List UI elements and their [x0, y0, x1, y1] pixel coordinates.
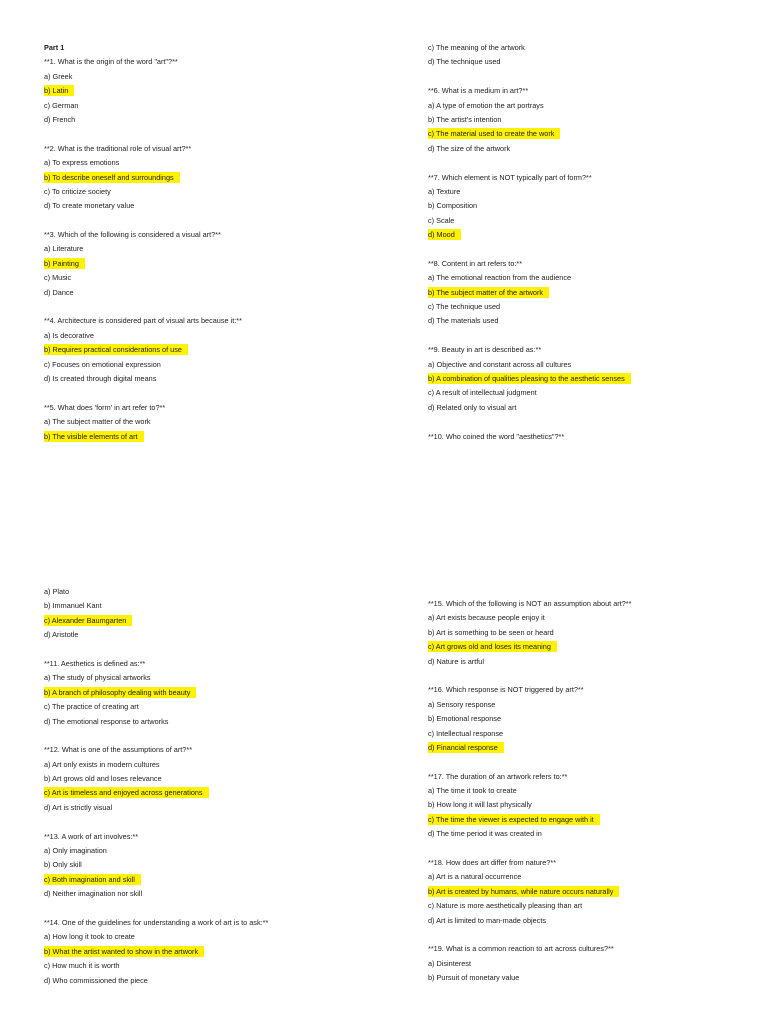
line-text: d) Dance	[44, 287, 74, 297]
answer-option	[44, 372, 374, 386]
spacer	[428, 755, 758, 769]
spacer	[44, 643, 374, 657]
line-text: a) Art is a natural occurrence	[428, 872, 522, 882]
line-text: d) Nature is artful	[428, 656, 484, 666]
question-line	[428, 770, 758, 784]
answer-option	[428, 870, 758, 884]
line-text: d) The size of the artwork	[428, 143, 511, 153]
line-text: a) The study of physical artworks	[44, 673, 151, 683]
answer-option	[44, 358, 374, 372]
line-text: c) The practice of creating art	[44, 702, 139, 712]
answer-option	[44, 786, 374, 800]
line-text: b) Composition	[428, 201, 478, 211]
question-line	[428, 942, 758, 956]
line-text: **10. Who coined the word "aesthetics"?**	[428, 431, 565, 441]
question-line	[428, 597, 758, 611]
line-text: a) Objective and constant across all cultures	[428, 359, 572, 369]
answer-option	[44, 715, 374, 729]
answer-option	[44, 686, 374, 700]
line-text: **7. Which element is NOT typically part of form?**	[428, 172, 592, 182]
spacer	[428, 242, 758, 256]
question-line	[44, 916, 374, 930]
line-text: d) Who commissioned the piece	[44, 975, 148, 985]
answer-option	[428, 798, 758, 812]
line-text: c) Intellectual response	[428, 728, 504, 738]
answer-option	[44, 772, 374, 786]
answer-option	[428, 401, 758, 415]
line-text: d) Is created through digital means	[44, 373, 157, 383]
highlighted-answer: c) Both imagination and skill	[44, 874, 141, 885]
answer-option	[428, 358, 758, 372]
answer-option	[44, 887, 374, 901]
answer-option	[428, 914, 758, 928]
answer-option	[44, 99, 374, 113]
spacer	[44, 815, 374, 829]
answer-option	[428, 185, 758, 199]
line-text: a) The emotional reaction from the audience	[428, 273, 572, 283]
line-text: **18. How does art differ from nature?**	[428, 858, 557, 868]
line-text: a) Art only exists in modern cultures	[44, 759, 160, 769]
line-text: a) Art exists because people enjoy it	[428, 613, 545, 623]
line-text: b) Immanuel Kant	[44, 601, 102, 611]
line-text: d) The materials used	[428, 316, 499, 326]
question-line	[44, 142, 374, 156]
answer-option	[44, 171, 374, 185]
line-text: b) Pursuit of monetary value	[428, 973, 520, 983]
question-line	[44, 228, 374, 242]
line-text: a) Sensory response	[428, 699, 496, 709]
highlighted-answer: b) The subject matter of the artwork	[428, 287, 549, 298]
spacer	[428, 329, 758, 343]
answer-option	[428, 127, 758, 141]
answer-option	[428, 784, 758, 798]
question-line	[428, 171, 758, 185]
highlighted-answer: c) Art is timeless and enjoyed across generations	[44, 787, 209, 798]
answer-option	[428, 41, 758, 55]
answer-option	[428, 698, 758, 712]
spacer	[44, 300, 374, 314]
column-right	[428, 597, 758, 986]
line-text: **11. Aesthetics is defined as:**	[44, 658, 146, 668]
spacer	[44, 902, 374, 916]
question-line	[428, 856, 758, 870]
spacer	[428, 156, 758, 170]
answer-option	[44, 70, 374, 84]
answer-option	[44, 343, 374, 357]
answer-option	[44, 599, 374, 613]
answer-option	[44, 844, 374, 858]
line-text: c) A result of intellectual judgment	[428, 388, 537, 398]
spacer	[44, 386, 374, 400]
question-line	[428, 683, 758, 697]
answer-option	[428, 655, 758, 669]
question-line	[44, 55, 374, 69]
line-text: d) Art is limited to man-made objects	[428, 915, 547, 925]
answer-option	[428, 228, 758, 242]
answer-option	[44, 257, 374, 271]
answer-option	[44, 199, 374, 213]
answer-option	[44, 286, 374, 300]
answer-option	[44, 156, 374, 170]
line-text: **9. Beauty in art is described as:**	[428, 345, 542, 355]
line-text: a) Plato	[44, 587, 70, 596]
answer-option	[428, 214, 758, 228]
line-text: c) Focuses on emotional expression	[44, 359, 161, 369]
answer-option	[428, 372, 758, 386]
answer-option	[44, 974, 374, 988]
highlighted-answer: c) Alexander Baumgarten	[44, 615, 132, 626]
line-text: d) Related only to visual art	[428, 402, 517, 412]
line-text: Part 1	[44, 43, 65, 52]
question-line	[44, 657, 374, 671]
column-left	[44, 585, 374, 988]
answer-option	[428, 741, 758, 755]
answer-option	[44, 858, 374, 872]
line-text: c) German	[44, 100, 79, 110]
line-text: c) Music	[44, 273, 72, 283]
line-text: d) To create monetary value	[44, 201, 135, 211]
highlighted-answer: b) A combination of qualities pleasing to the aesthetic senses	[428, 373, 631, 384]
line-text: **5. What does 'form' in art refer to?**	[44, 402, 166, 412]
line-text: b) Only skill	[44, 860, 82, 870]
spacer	[44, 127, 374, 141]
line-text: **19. What is a common reaction to art across cultures?**	[428, 944, 614, 954]
line-text: **4. Architecture is considered part of visual arts because it:**	[44, 316, 242, 326]
answer-option	[428, 827, 758, 841]
answer-option	[428, 640, 758, 654]
line-text: b) Art grows old and loses relevance	[44, 774, 162, 784]
line-text: **13. A work of art involves:**	[44, 831, 139, 841]
line-text: c) To criticize society	[44, 186, 111, 196]
answer-option	[44, 271, 374, 285]
spacer	[44, 214, 374, 228]
column-right	[428, 41, 758, 444]
line-text: a) How long it took to create	[44, 932, 135, 942]
line-text: a) The time it took to create	[428, 786, 517, 796]
line-text: **2. What is the traditional role of visual art?**	[44, 143, 192, 153]
question-line	[428, 84, 758, 98]
highlighted-answer: b) Latin	[44, 85, 74, 96]
line-text: a) To express emotions	[44, 158, 120, 168]
spacer	[428, 669, 758, 683]
line-text: b) How long it will last physically	[428, 800, 532, 810]
line-text: d) The technique used	[428, 57, 501, 67]
line-text: b) The artist's intention	[428, 114, 502, 124]
highlighted-answer: b) What the artist wanted to show in the artwork	[44, 946, 204, 957]
answer-option	[428, 957, 758, 971]
highlighted-answer: b) Art is created by humans, while nature occurs naturally	[428, 886, 619, 897]
line-text: **17. The duration of an artwork refers to:**	[428, 771, 568, 781]
answer-option	[44, 671, 374, 685]
line-text: d) The emotional response to artworks	[44, 716, 169, 726]
answer-option	[428, 199, 758, 213]
answer-option	[44, 585, 374, 599]
line-text: **1. What is the origin of the word "art"?**	[44, 57, 178, 67]
highlighted-answer: c) The time the viewer is expected to engage with it	[428, 814, 600, 825]
answer-option	[44, 758, 374, 772]
question-line	[44, 401, 374, 415]
answer-option	[44, 242, 374, 256]
line-text: a) Disinterest	[428, 958, 471, 968]
line-text: **16. Which response is NOT triggered by art?**	[428, 685, 584, 695]
question-line	[428, 430, 758, 444]
highlighted-answer: d) Mood	[428, 229, 461, 240]
answer-option	[44, 700, 374, 714]
highlighted-answer: b) A branch of philosophy dealing with beauty	[44, 687, 196, 698]
answer-option	[428, 727, 758, 741]
answer-option	[44, 628, 374, 642]
answer-option	[428, 611, 758, 625]
answer-option	[44, 945, 374, 959]
column-left	[44, 41, 374, 444]
highlighted-answer: b) To describe oneself and surroundings	[44, 172, 180, 183]
line-text: d) French	[44, 114, 76, 124]
question-line	[428, 343, 758, 357]
highlighted-answer: b) The visible elements of art	[44, 431, 144, 442]
line-text: c) Nature is more aesthetically pleasing than art	[428, 901, 583, 911]
answer-option	[428, 899, 758, 913]
line-text: d) The time period it was created in	[428, 829, 542, 839]
answer-option	[44, 614, 374, 628]
line-text: a) Texture	[428, 186, 461, 196]
line-text: a) Only imagination	[44, 846, 107, 856]
answer-option	[44, 84, 374, 98]
answer-option	[428, 113, 758, 127]
line-text: **12. What is one of the assumptions of art?**	[44, 745, 193, 755]
question-line	[44, 830, 374, 844]
answer-option	[44, 185, 374, 199]
answer-option	[428, 712, 758, 726]
line-text: **6. What is a medium in art?**	[428, 86, 529, 96]
line-text: c) The technique used	[428, 302, 501, 312]
section-heading	[44, 41, 374, 55]
answer-option	[44, 930, 374, 944]
line-text: **15. Which of the following is NOT an assumption about art?**	[428, 599, 632, 608]
answer-option	[428, 99, 758, 113]
spacer	[428, 842, 758, 856]
spacer	[428, 70, 758, 84]
highlighted-answer: d) Financial response	[428, 742, 504, 753]
question-line	[44, 743, 374, 757]
highlighted-answer: c) The material used to create the work	[428, 128, 560, 139]
line-text: d) Neither imagination nor skill	[44, 889, 143, 899]
answer-option	[428, 971, 758, 985]
line-text: **8. Content in art refers to:**	[428, 258, 523, 268]
answer-option	[428, 626, 758, 640]
answer-option	[428, 314, 758, 328]
answer-option	[428, 885, 758, 899]
line-text: d) Aristotle	[44, 630, 79, 640]
question-line	[428, 257, 758, 271]
document-page-bottom	[0, 512, 768, 1024]
answer-option	[44, 415, 374, 429]
question-line	[44, 314, 374, 328]
line-text: a) Is decorative	[44, 330, 94, 340]
line-text: a) Literature	[44, 244, 84, 254]
answer-option	[44, 873, 374, 887]
line-text: b) Art is something to be seen or heard	[428, 627, 554, 637]
answer-option	[428, 55, 758, 69]
answer-option	[428, 271, 758, 285]
spacer	[428, 928, 758, 942]
highlighted-answer: b) Painting	[44, 258, 85, 269]
answer-option	[428, 813, 758, 827]
answer-option	[44, 801, 374, 815]
spacer	[44, 729, 374, 743]
answer-option	[44, 959, 374, 973]
answer-option	[44, 113, 374, 127]
line-text: a) Greek	[44, 71, 73, 81]
spacer	[428, 415, 758, 429]
highlighted-answer: c) Art grows old and loses its meaning	[428, 641, 557, 652]
line-text: c) The meaning of the artwork	[428, 43, 525, 52]
line-text: c) Scale	[428, 215, 455, 225]
line-text: c) How much it is worth	[44, 961, 120, 971]
line-text: **14. One of the guidelines for understanding a work of art is to ask:**	[44, 917, 269, 927]
highlighted-answer: b) Requires practical considerations of use	[44, 344, 188, 355]
line-text: a) The subject matter of the work	[44, 417, 151, 427]
line-text: **3. Which of the following is considered a visual art?**	[44, 230, 221, 240]
answer-option	[428, 142, 758, 156]
answer-option	[428, 286, 758, 300]
answer-option	[44, 329, 374, 343]
answer-option	[428, 386, 758, 400]
answer-option	[428, 300, 758, 314]
line-text: a) A type of emotion the art portrays	[428, 100, 544, 110]
answer-option	[44, 430, 374, 444]
line-text: b) Emotional response	[428, 714, 502, 724]
line-text: d) Art is strictly visual	[44, 802, 113, 812]
